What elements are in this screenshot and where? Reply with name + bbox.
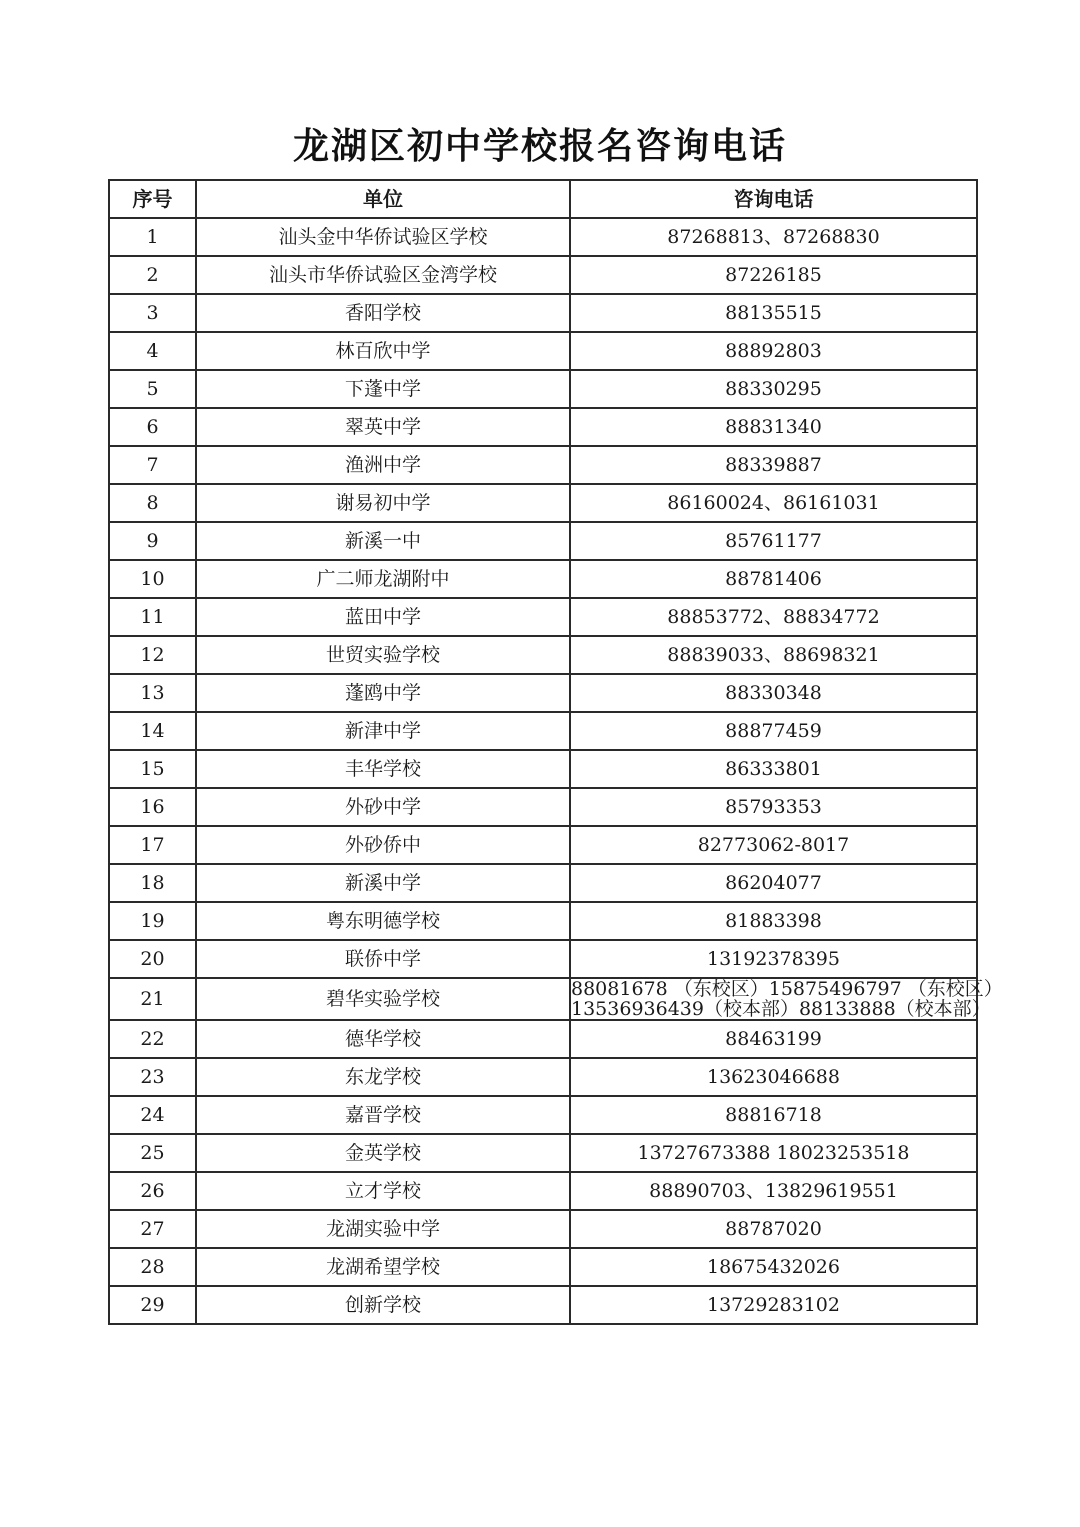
cell-no: 6	[109, 408, 196, 446]
table-row	[109, 522, 977, 560]
cell-phone: 13192378395	[570, 940, 977, 978]
cell-phone: 13623046688	[570, 1058, 977, 1096]
table-row	[109, 750, 977, 788]
cell-phone: 88339887	[570, 446, 977, 484]
cell-phone: 86204077	[570, 864, 977, 902]
cell-unit: 渔洲中学	[196, 446, 570, 484]
cell-unit: 新津中学	[196, 712, 570, 750]
cell-no: 29	[109, 1286, 196, 1324]
cell-no: 20	[109, 940, 196, 978]
cell-no: 18	[109, 864, 196, 902]
cell-unit: 龙湖实验中学	[196, 1210, 570, 1248]
page-title: 龙湖区初中学校报名咨询电话	[292, 126, 787, 167]
cell-unit: 外砂中学	[196, 788, 570, 826]
table-row	[109, 674, 977, 712]
cell-no: 1	[109, 218, 196, 256]
cell-phone: 87226185	[570, 256, 977, 294]
cell-no: 22	[109, 1020, 196, 1058]
cell-unit: 蓝田中学	[196, 598, 570, 636]
cell-unit: 粤东明德学校	[196, 902, 570, 940]
cell-phone: 82773062-8017	[570, 826, 977, 864]
cell-phone-line: 88081678 （东校区）15875496797 （东校区）	[571, 978, 1003, 1000]
cell-no: 7	[109, 446, 196, 484]
cell-no: 15	[109, 750, 196, 788]
cell-no: 5	[109, 370, 196, 408]
cell-unit: 碧华实验学校	[196, 978, 570, 1020]
cell-no: 26	[109, 1172, 196, 1210]
cell-unit: 外砂侨中	[196, 826, 570, 864]
cell-unit: 蓬鸥中学	[196, 674, 570, 712]
cell-unit: 林百欣中学	[196, 332, 570, 370]
table-row	[109, 788, 977, 826]
cell-unit: 下蓬中学	[196, 370, 570, 408]
table-row	[109, 1286, 977, 1324]
table-row	[109, 712, 977, 750]
cell-unit: 新溪中学	[196, 864, 570, 902]
cell-phone	[570, 978, 1003, 1020]
table-row	[109, 636, 977, 674]
cell-unit: 广二师龙湖附中	[196, 560, 570, 598]
table-row	[109, 826, 977, 864]
table-row	[109, 864, 977, 902]
cell-no: 16	[109, 788, 196, 826]
cell-phone: 13727673388 18023253518	[570, 1134, 977, 1172]
contact-table	[108, 179, 1003, 1325]
cell-no: 19	[109, 902, 196, 940]
table-row	[109, 560, 977, 598]
cell-no: 10	[109, 560, 196, 598]
cell-phone-line: 13536936439（校本部）88133888（校本部）	[571, 998, 991, 1020]
cell-phone: 85793353	[570, 788, 977, 826]
cell-phone: 88330295	[570, 370, 977, 408]
cell-no: 13	[109, 674, 196, 712]
table-row	[109, 598, 977, 636]
cell-phone: 88839033、88698321	[570, 636, 977, 674]
cell-no: 24	[109, 1096, 196, 1134]
cell-unit: 立才学校	[196, 1172, 570, 1210]
cell-phone: 13729283102	[570, 1286, 977, 1324]
cell-no: 12	[109, 636, 196, 674]
cell-no: 9	[109, 522, 196, 560]
cell-no: 25	[109, 1134, 196, 1172]
header-phone: 咨询电话	[570, 180, 977, 218]
cell-phone: 88892803	[570, 332, 977, 370]
cell-unit: 汕头市华侨试验区金湾学校	[196, 256, 570, 294]
cell-phone: 88330348	[570, 674, 977, 712]
cell-unit: 东龙学校	[196, 1058, 570, 1096]
table-row	[109, 408, 977, 446]
table-row	[109, 1134, 977, 1172]
cell-unit: 金英学校	[196, 1134, 570, 1172]
cell-phone: 88135515	[570, 294, 977, 332]
header-unit: 单位	[196, 180, 570, 218]
cell-unit: 翠英中学	[196, 408, 570, 446]
table-row	[109, 1172, 977, 1210]
cell-no: 11	[109, 598, 196, 636]
table-row	[109, 332, 977, 370]
table-row	[109, 978, 977, 1020]
cell-unit: 新溪一中	[196, 522, 570, 560]
table-row	[109, 902, 977, 940]
cell-no: 23	[109, 1058, 196, 1096]
cell-phone: 88781406	[570, 560, 977, 598]
cell-no: 21	[109, 978, 196, 1020]
table-row	[109, 446, 977, 484]
table-row	[109, 1020, 977, 1058]
table-row	[109, 294, 977, 332]
table-row	[109, 1058, 977, 1096]
cell-phone: 86160024、86161031	[570, 484, 977, 522]
cell-phone: 88787020	[570, 1210, 977, 1248]
cell-no: 4	[109, 332, 196, 370]
cell-phone: 88877459	[570, 712, 977, 750]
table-row	[109, 1096, 977, 1134]
cell-phone: 18675432026	[570, 1248, 977, 1286]
cell-unit: 龙湖希望学校	[196, 1248, 570, 1286]
cell-unit: 嘉晋学校	[196, 1096, 570, 1134]
cell-no: 27	[109, 1210, 196, 1248]
cell-phone: 86333801	[570, 750, 977, 788]
table-row	[109, 940, 977, 978]
cell-unit: 世贸实验学校	[196, 636, 570, 674]
cell-no: 8	[109, 484, 196, 522]
cell-no: 3	[109, 294, 196, 332]
table-body	[109, 218, 1003, 1324]
cell-unit: 香阳学校	[196, 294, 570, 332]
cell-phone: 88463199	[570, 1020, 977, 1058]
cell-phone: 81883398	[570, 902, 977, 940]
header-no: 序号	[109, 180, 196, 218]
cell-phone: 88890703、13829619551	[570, 1172, 977, 1210]
table-row	[109, 370, 977, 408]
cell-unit: 联侨中学	[196, 940, 570, 978]
table-header-row	[109, 180, 977, 218]
table-row	[109, 218, 977, 256]
cell-phone: 88853772、88834772	[570, 598, 977, 636]
cell-unit: 德华学校	[196, 1020, 570, 1058]
cell-no: 28	[109, 1248, 196, 1286]
cell-phone: 85761177	[570, 522, 977, 560]
table-row	[109, 484, 977, 522]
cell-unit: 谢易初中学	[196, 484, 570, 522]
cell-phone: 88816718	[570, 1096, 977, 1134]
table-row	[109, 1248, 977, 1286]
cell-unit: 创新学校	[196, 1286, 570, 1324]
cell-no: 14	[109, 712, 196, 750]
cell-unit: 丰华学校	[196, 750, 570, 788]
table-row	[109, 256, 977, 294]
cell-unit: 汕头金中华侨试验区学校	[196, 218, 570, 256]
cell-no: 17	[109, 826, 196, 864]
cell-no: 2	[109, 256, 196, 294]
table-row	[109, 1210, 977, 1248]
cell-phone: 87268813、87268830	[570, 218, 977, 256]
cell-phone: 88831340	[570, 408, 977, 446]
